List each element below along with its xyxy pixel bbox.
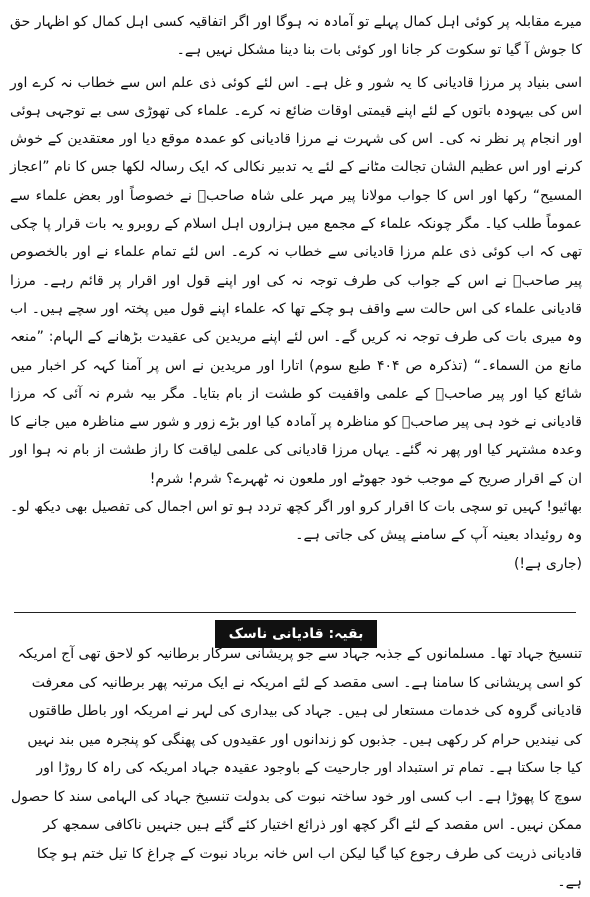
article-paragraph: بھائیو! کہیں تو سچی بات کا اقرار کرو اور اگر کچھ تردد ہو تو اس اجمال کی تفصیل بھی دیکھ لو۔ وہ روئیداد بعینہ آپ کے سامنے پیش کی جاتی ہے۔ (10, 499, 582, 544)
continued-note: (جاری ہے!) (513, 555, 582, 572)
article-body (10, 8, 582, 578)
continuation-heading: بقیہ: قادیانی ناسک (228, 626, 364, 642)
article-paragraph: اسی بنیاد پر مرزا قادیانی کا یہ شور و غل ہے۔ اس لئے کوئی ذی علم اس سے خطاب نہ کرے اور اس کی بیہودہ باتوں کے لئے اپنے قیمتی اوقات ضائع نہ کرے۔ علماء کی تھوڑی سی بے توجہی ہوئی اور انجام پر نظر نہ کی۔ اس کی شہرت نے مرزا قادیانی کو عمدہ موقع دیا اور معتقدین کے خوش کرنے اور اس عظیم الشان تجالت مٹانے کے لئے یہ تدبیر نکالی کہ ایک رسالہ لکھا جس کا نام ”اعجاز المسیح“ رکھا اور اس کا جواب مولانا پیر مہر علی شاہ صاحبؒ نے خصوصاً اور بعض علماء سے عموماً طلب کیا۔ مگر چونکہ علماء کے مجمع میں ہزاروں اہل اسلام کے روبرو یہ بات قرار پا چکی تھی کہ اب کوئی ذی علم مرزا قادیانی سے خطاب نہ کرے۔ اس لئے تمام علماء نے اور بالخصوص پیر صاحبؒ نے اس کے جواب کی طرف توجہ نہ کی اور اپنے قول اور اقرار پر قائم رہے۔ مرزا قادیانی علماء کی اس حالت سے واقف ہو چکے تھا کہ علماء اپنے قول میں پختہ اور سچے ہیں۔ اب وہ میری بات کی طرف توجہ نہ کریں گے۔ اس لئے اپنے مریدین کی عقیدت بڑھانے کے الہام: ”منعہ مانع من السماء۔“ (تذکرہ ص ۴۰۴ طبع سوم) اتارا اور مریدین نے اس پر آمنا کہہ کر اخبار میں شائع کیا اور پیر صاحبؒ کے علمی واقفیت کو طشت از بام بتایا۔ مگر بیہ شرم نہ آئی کہ مرزا قادیانی نے خود ہی پیر صاحبؒ کو مناظرہ پر آمادہ کیا اور بڑے زور و شور سے مناظرہ میں جانے کا وعدہ مشتہر کیا اور پھر نہ گئے۔ یہاں مرزا قادیانی کی علمی لیاقت کا راز طشت از بام نہ ہوا اور ان کے اقرار صریح کے موجب خود جھوٹے اور ملعون نہ ٹھہرے؟ شرم! شرم! (10, 74, 582, 487)
continuation-paragraph: تنسیخ جہاد تھا۔ مسلمانوں کے جذبہ جہاد سے جو پریشانی سرکار برطانیہ کو لاحق تھی آج امریکہ کو اسی پریشانی کا سامنا ہے۔ اسی مقصد کے لئے امریکہ نے ایک مرتبہ پھر برطانیہ کی معرفت قادیانی گروہ کی خدمات مستعار لی ہیں۔ جہاد کی بیداری کی لہر نے امریکہ اور باطل طاقتوں کی نیندیں حرام کر رکھی ہیں۔ جذبوں کو زندانوں اور عقیدوں کی پھنگی کو پنجرہ میں بند نہیں کیا جا سکتا ہے۔ تمام تر استبداد اور جارحیت کے باوجود عقیدہ جہاد امریکہ کی راہ کا روڑا اور سوچ کا پھوڑا ہے۔ اب کسی اور خود ساختہ نبوت کی بدولت تنسیخ جہاد کی الہامی سند کا حصول ممکن نہیں۔ اس مقصد کے لئے اگر کچھ اور ذرائع اختیار کئے گئے ہیں جنہیں ناکافی سمجھ کر قادیانی ذریت کی طرف رجوع کیا گیا لیکن اب اس خانہ برباد نبوت کے چراغ کا تیل ختم ہو چکا ہے۔ (10, 646, 582, 890)
section-divider (14, 612, 576, 613)
continuation-body (10, 640, 582, 897)
article-paragraph: میرے مقابلہ پر کوئی اہل کمال پہلے تو آمادہ نہ ہوگا اور اگر اتفاقیہ کسی اہل کمال کو اظہار حق کا جوش آ گیا تو سکوت کر جانا اور کوئی بات بنا دینا مشکل نہیں ہے۔ (10, 14, 582, 59)
